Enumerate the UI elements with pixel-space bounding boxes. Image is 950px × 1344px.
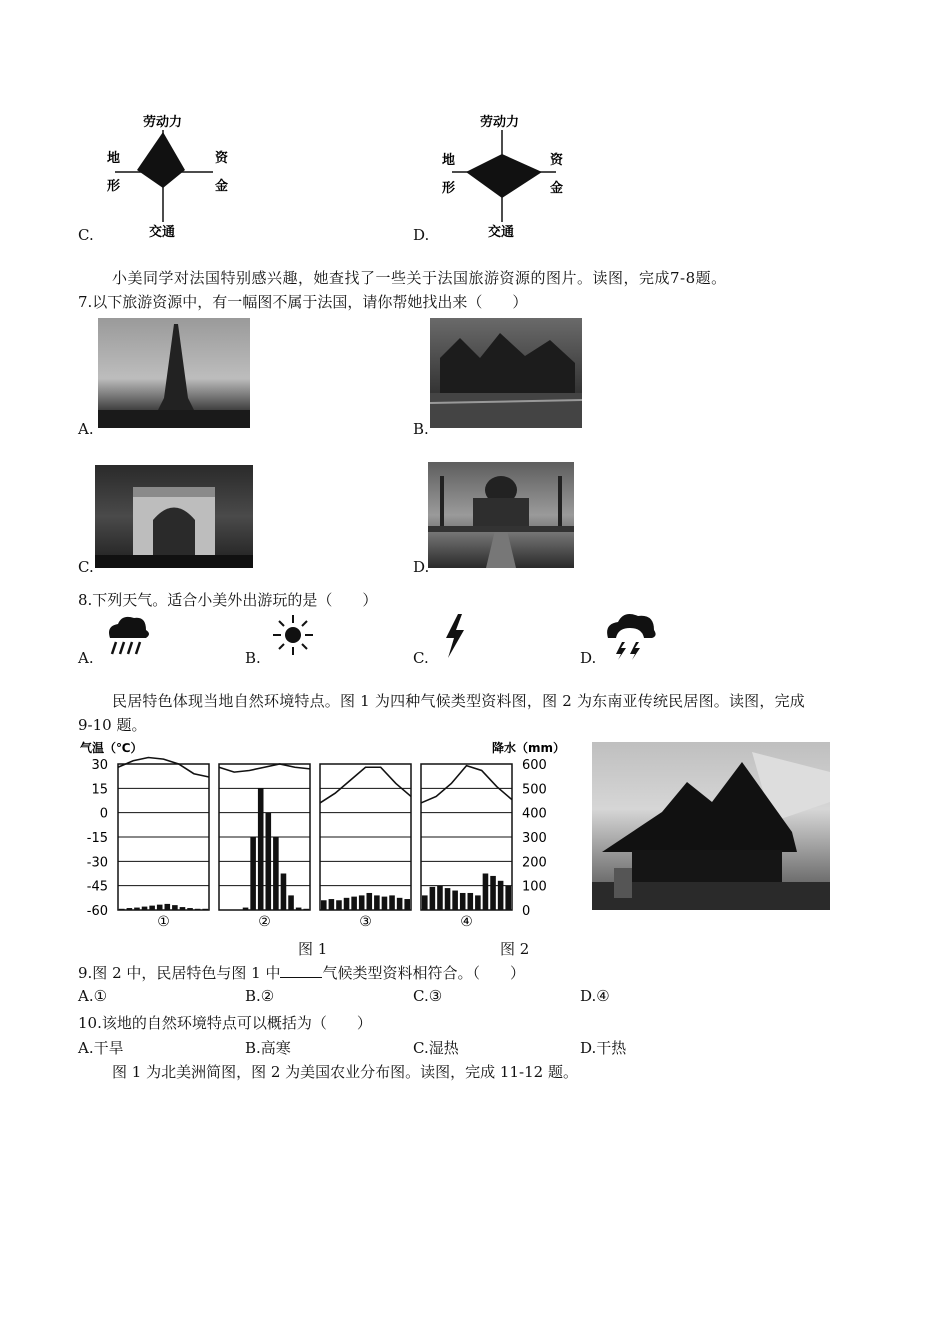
precip-bar — [422, 895, 428, 910]
precip-bar — [498, 881, 504, 910]
precip-bar — [404, 899, 410, 910]
right-tick-label: 0 — [522, 904, 531, 919]
photo-taj-mahal — [428, 462, 574, 568]
left-tick-label: -30 — [86, 855, 108, 871]
lightning-icon — [440, 612, 470, 660]
precip-bar — [142, 907, 148, 910]
radar-option-c — [95, 110, 245, 240]
precip-bar — [359, 895, 365, 910]
intro-7-8: 小美同学对法国特别感兴趣，她查找了一些关于法国旅游资源的图片。读图，完成7-8题。 — [112, 269, 727, 287]
precip-bar — [134, 908, 140, 910]
precip-bar — [430, 887, 436, 910]
left-tick-label: 15 — [91, 782, 108, 798]
left-tick-label: -15 — [86, 831, 108, 846]
radar-c-right-bottom: 金 — [215, 179, 229, 194]
precip-bar — [172, 905, 178, 910]
thunderstorm-icon — [602, 610, 660, 660]
left-tick-label: 0 — [99, 806, 108, 822]
option-d-letter[interactable]: D. — [413, 226, 430, 244]
climate-chart-svg — [78, 738, 558, 936]
precip-bar — [336, 900, 342, 910]
left-tick-label: 30 — [91, 758, 108, 773]
precip-bar — [288, 895, 294, 910]
precip-bar — [374, 895, 380, 910]
precip-bar — [273, 837, 279, 910]
temperature-curve — [320, 767, 411, 803]
precip-bar — [475, 895, 481, 910]
panel-label: ② — [258, 914, 271, 930]
intro-9-10-line1: 民居特色体现当地自然环境特点。图 1 为四种气候类型资料图，图 2 为东南亚传统民居图。读图，完成 — [112, 692, 805, 710]
rain-icon — [102, 612, 154, 658]
option-10d[interactable]: D.干热 — [580, 1039, 627, 1057]
panel-label: ④ — [460, 914, 473, 930]
precip-bar — [202, 909, 208, 910]
precip-bar — [119, 909, 125, 910]
photo-eiffel-tower — [98, 318, 250, 428]
radar-c-bottom: 交通 — [149, 225, 176, 240]
option-9a[interactable]: A.① — [78, 987, 108, 1005]
option-9c[interactable]: C.③ — [413, 987, 443, 1005]
option-10a[interactable]: A.干旱 — [78, 1039, 124, 1057]
option-8d-letter[interactable]: D. — [580, 649, 597, 667]
option-7b-letter[interactable]: B. — [413, 420, 429, 438]
question-9-blank[interactable] — [280, 963, 322, 978]
option-7c-letter[interactable]: C. — [78, 558, 94, 576]
precip-bar — [281, 874, 287, 911]
left-tick-label: -60 — [86, 904, 108, 919]
temperature-curve — [118, 758, 209, 777]
right-tick-label: 100 — [522, 879, 547, 895]
temperature-curve — [421, 766, 512, 803]
precip-bar — [180, 907, 186, 910]
right-axis-title: 降水（mm） — [492, 741, 558, 755]
precip-bar — [157, 905, 163, 910]
option-10c[interactable]: C.湿热 — [413, 1039, 459, 1057]
radar-d-left-bottom: 形 — [442, 181, 456, 196]
photo-arc-de-triomphe — [95, 465, 253, 568]
left-tick-label: -45 — [86, 879, 108, 895]
precip-bar — [321, 900, 327, 910]
option-9b[interactable]: B.② — [245, 987, 275, 1005]
radar-c-right-top: 资 — [215, 151, 229, 166]
option-10b[interactable]: B.高寒 — [245, 1039, 291, 1057]
radar-c-left-bottom: 形 — [107, 179, 121, 194]
precip-bar — [296, 908, 302, 910]
option-9d[interactable]: D.④ — [580, 987, 610, 1005]
photo-southeast-asian-house — [592, 742, 830, 910]
radar-c-top: 劳动力 — [143, 115, 183, 130]
temperature-curve — [219, 764, 310, 772]
option-8c-letter[interactable]: C. — [413, 649, 429, 667]
radar-d-top: 劳动力 — [480, 115, 520, 130]
question-8: 8.下列天气。适合小美外出游玩的是（ ） — [78, 591, 378, 609]
precip-bar — [351, 897, 357, 910]
precip-bar — [468, 893, 474, 910]
option-c-letter[interactable]: C. — [78, 226, 94, 244]
panel-label: ③ — [359, 914, 372, 930]
option-8a-letter[interactable]: A. — [78, 649, 94, 667]
precip-bar — [165, 904, 171, 910]
precip-bar — [127, 908, 133, 910]
intro-11-12: 图 1 为北美洲简图，图 2 为美国农业分布图。读图，完成 11-12 题。 — [112, 1063, 578, 1081]
left-axis-title: 气温（℃） — [80, 741, 143, 755]
option-8b-letter[interactable]: B. — [245, 649, 261, 667]
precip-bar — [437, 886, 443, 910]
precip-bar — [397, 898, 403, 910]
radar-d-right-top: 资 — [550, 153, 564, 168]
radar-c-left-top: 地 — [107, 151, 121, 166]
precip-bar — [452, 891, 458, 910]
radar-d-left-top: 地 — [442, 153, 456, 168]
precip-bar — [505, 886, 511, 910]
right-tick-label: 600 — [522, 758, 547, 773]
figure-2-label: 图 2 — [500, 940, 530, 958]
intro-9-10-line2: 9-10 题。 — [78, 716, 147, 734]
right-tick-label: 300 — [522, 831, 547, 846]
question-10: 10.该地的自然环境特点可以概括为（ ） — [78, 1014, 372, 1032]
option-7a-letter[interactable]: A. — [78, 420, 94, 438]
question-9-text-before: 9.图 2 中，民居特色与图 1 中 — [78, 964, 281, 982]
precip-bar — [483, 874, 489, 911]
right-tick-label: 400 — [522, 806, 547, 822]
photo-castle — [430, 318, 582, 428]
precip-bar — [460, 893, 466, 910]
panel-label: ① — [157, 914, 170, 930]
climate-chart — [78, 738, 558, 936]
precip-bar — [303, 909, 309, 910]
precip-bar — [344, 898, 350, 910]
radar-d-bottom: 交通 — [488, 225, 515, 240]
right-tick-label: 500 — [522, 782, 547, 798]
precip-bar — [382, 897, 388, 910]
radar-d-right-bottom: 金 — [550, 181, 564, 196]
figure-1-label: 图 1 — [298, 940, 328, 958]
right-tick-label: 200 — [522, 855, 547, 871]
option-7d-letter[interactable]: D. — [413, 558, 430, 576]
precip-bar — [445, 888, 451, 910]
question-9 — [78, 962, 525, 983]
precip-bar — [367, 893, 373, 910]
question-9-text-after: 气候类型资料相符合。（ ） — [322, 964, 525, 982]
radar-diagram-d — [430, 110, 580, 240]
precip-bar — [266, 813, 272, 910]
question-7: 7.以下旅游资源中，有一幅图不属于法国，请你帮她找出来（ ） — [78, 293, 528, 311]
precip-bar — [187, 908, 193, 910]
precip-bar — [329, 899, 335, 910]
precip-bar — [250, 837, 256, 910]
precip-bar — [195, 909, 201, 910]
precip-bar — [490, 876, 496, 910]
precip-bar — [149, 906, 155, 910]
precip-bar — [243, 908, 249, 910]
precip-bar — [389, 895, 395, 910]
sun-icon — [270, 612, 316, 658]
radar-option-d — [430, 110, 580, 240]
radar-diagram-c — [95, 110, 245, 240]
precip-bar — [258, 788, 264, 910]
